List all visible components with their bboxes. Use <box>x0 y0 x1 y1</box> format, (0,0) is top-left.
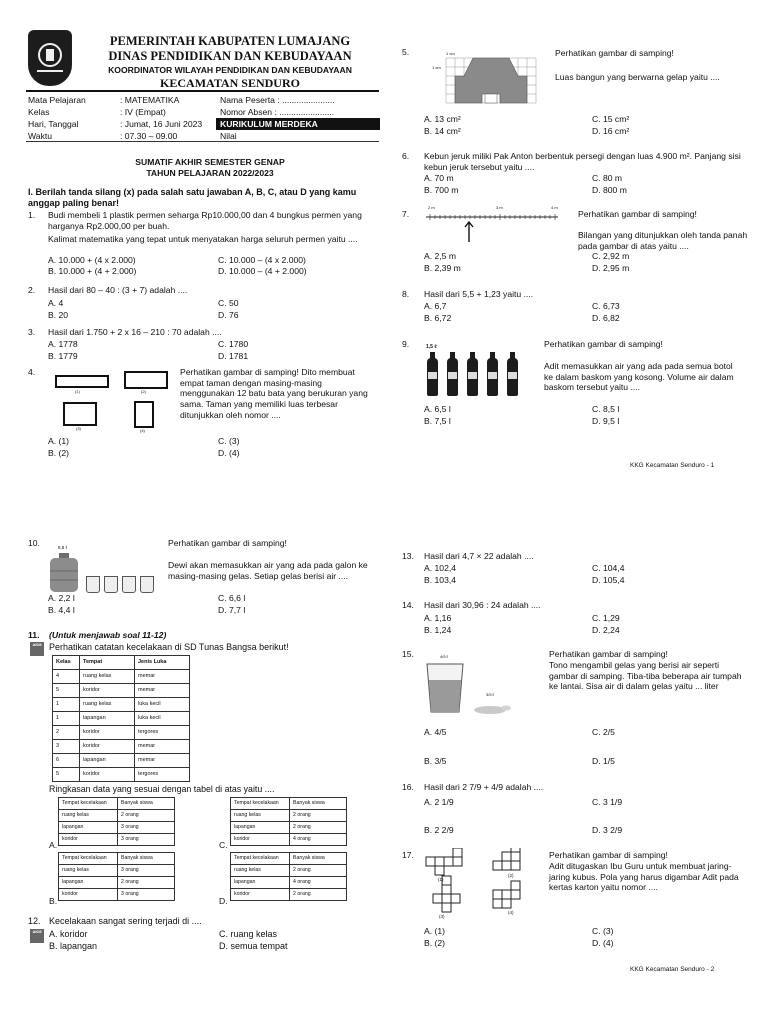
table-cell: memar <box>135 670 190 684</box>
table-row <box>53 754 190 768</box>
q9-number: 9. <box>402 339 410 349</box>
q17-option-a[interactable]: A. (1) <box>424 926 446 936</box>
number-line-figure <box>422 210 562 244</box>
q6-option-a[interactable]: A. 70 m <box>424 173 454 183</box>
q15-text: Perhatikan gambar di samping! <box>549 649 668 659</box>
table-header-cell: Banyak siswa <box>290 853 347 865</box>
q6-text: Kebun jeruk miliki Pak Anton berbentuk persegi dengan luas 4.900 m². Panjang sisi kebun jeruk tersebut yaitu .... <box>424 151 741 172</box>
q4-option-b[interactable]: B. (2) <box>48 448 70 458</box>
table-cell: memar <box>135 754 190 768</box>
table-header-cell: Tempat <box>80 656 135 670</box>
q6-option-c[interactable]: C. 80 m <box>592 173 623 183</box>
table-header-row <box>53 656 190 670</box>
table-header-cell: Banyak siswa <box>118 853 175 865</box>
table-cell: 3 orang <box>118 822 175 834</box>
table-row <box>53 712 190 726</box>
table-cell: luka kecil <box>135 698 190 712</box>
q14-number: 14. <box>402 600 414 610</box>
cube-nets-figure <box>422 848 532 920</box>
table-cell: lapangan <box>231 822 290 834</box>
ruler-label-left: 2 m <box>428 205 435 210</box>
info-hari-label: Hari, Tanggal <box>28 119 79 129</box>
table-header-cell: Tempat kecelakaan <box>231 853 290 865</box>
q7-text: Perhatikan gambar di samping! <box>578 209 697 219</box>
table-header-row <box>59 853 175 865</box>
q8-option-b[interactable]: B. 6,72 <box>424 313 452 323</box>
table-header-row <box>231 798 347 810</box>
q17-number: 17. <box>402 850 414 860</box>
header-line-3: KOORDINATOR WILAYAH PENDIDIKAN DAN KEBUDAYAAN <box>108 65 352 75</box>
q3-option-c[interactable]: C. 1780 <box>218 339 249 349</box>
q1-option-c[interactable]: C. 10.000 – (4 x 2.000) <box>218 255 306 265</box>
table-cell: luka kecil <box>135 712 190 726</box>
exam-year: TAHUN PELAJARAN 2022/2023 <box>146 168 274 178</box>
table-header-row <box>59 798 175 810</box>
q7-number: 7. <box>402 209 410 219</box>
akm-badge-q12: AKM <box>30 929 44 943</box>
table-cell: koridor <box>59 889 118 901</box>
table-row <box>231 889 347 901</box>
q10-number: 10. <box>28 538 40 548</box>
table-cell: memar <box>135 684 190 698</box>
q1-text-2: Kalimat matematika yang tepat untuk menyatakan harga seluruh permen yaitu .... <box>48 234 358 244</box>
q2-option-a[interactable]: A. 4 <box>48 298 64 308</box>
q4-number: 4. <box>28 367 36 377</box>
q13-option-d[interactable]: D. 105,4 <box>592 575 625 585</box>
header-line-1: PEMERINTAH KABUPATEN LUMAJANG <box>109 34 351 48</box>
table-cell: koridor <box>231 834 290 846</box>
galon-volume-label: 8,8 ℓ <box>58 545 67 550</box>
q11-number: 11. <box>28 630 40 640</box>
glass-volume-label: 4/5 ℓ <box>440 654 448 659</box>
table-row <box>231 810 347 822</box>
info-waktu-value: : 07.30 – 09.00 <box>120 131 178 141</box>
table-cell: 3 orang <box>118 889 175 901</box>
q7-option-d[interactable]: D. 2,95 m <box>592 263 630 273</box>
q12-text: Kecelakaan sangat sering terjadi di .... <box>49 916 202 926</box>
info-kelas-label: Kelas <box>28 107 50 117</box>
q5-text: Perhatikan gambar di samping! <box>555 48 674 58</box>
q2-text: Hasil dari 80 – 40 : (3 + 7) adalah .... <box>48 285 188 295</box>
q1-text: Budi membeli 1 plastik permen seharga Rp10.000,00 dan 4 bungkus permen yang harganya Rp2.000,00 per buah. <box>48 210 362 231</box>
page-footer-2: KKG Kecamatan Senduro - 2 <box>630 966 715 973</box>
garden-2-figure <box>124 371 168 389</box>
q13-option-b[interactable]: B. 103,4 <box>424 575 457 585</box>
ruler-label-right: 4 m <box>551 205 558 210</box>
q14-option-b[interactable]: B. 1,24 <box>424 625 452 635</box>
table-cell: 3 orang <box>118 865 175 877</box>
q3-option-b[interactable]: B. 1779 <box>48 351 78 361</box>
instruction: I. Berilah tanda silang (x) pada salah satu jawaban A, B, C, atau D yang kamu anggap paling benar! <box>28 187 357 209</box>
q11-option-c-table[interactable] <box>230 797 347 846</box>
table-row <box>53 698 190 712</box>
table-row <box>231 877 347 889</box>
q11-text: Perhatikan catatan kecelakaan di SD Tunas Bangsa berikut! <box>49 642 289 652</box>
garden-4-figure <box>134 401 154 428</box>
q15-option-d[interactable]: D. 1/5 <box>592 756 615 766</box>
q10-text-2: Dewi akan memasukkan air yang ada pada galon ke masing-masing gelas. Setiap gelas berisi air .... <box>168 560 368 581</box>
q4-text: Perhatikan gambar di samping! Dito membuat empat taman dengan masing-masing menggunakan 12 batu bata yang berukuran yang sama. Taman yang memiliki luas terbesar ditunjukkan oleh nomor .... <box>180 367 368 420</box>
q2-number: 2. <box>28 285 36 295</box>
header-rule <box>26 90 379 92</box>
net-1-label: (1) <box>438 877 444 882</box>
q10-option-b[interactable]: B. 4,4 l <box>48 605 75 615</box>
table-row <box>59 810 175 822</box>
q10-option-a[interactable]: A. 2,2 l <box>48 593 75 603</box>
table-cell: koridor <box>80 740 135 754</box>
table-cell: 5 <box>53 684 80 698</box>
info-nama: Nama Peserta : ...................... <box>220 95 335 105</box>
table-header-cell: Tempat kecelakaan <box>59 798 118 810</box>
table-cell: ruang kelas <box>80 698 135 712</box>
table-cell: 4 <box>53 670 80 684</box>
table-cell: 2 <box>53 726 80 740</box>
table-row <box>53 740 190 754</box>
info-mapel-label: Mata Pelajaran <box>28 95 86 105</box>
q15-text-2: Tono mengambil gelas yang berisi air seperti gambar di samping. Tiba-tiba beberapa air tumpah ke lantai. Sisa air di dalam gelas yaitu ... liter <box>549 660 742 692</box>
regency-logo <box>28 30 72 86</box>
table-cell: 2 orang <box>290 822 347 834</box>
q16-number: 16. <box>402 782 414 792</box>
q12-option-d[interactable]: D. semua tempat <box>219 941 288 951</box>
q5-option-b[interactable]: B. 14 cm² <box>424 126 461 136</box>
table-cell: ruang kelas <box>231 865 290 877</box>
q17-text-2: Adit ditugaskan Ibu Guru untuk membuat jaring-jaring kubus. Pola yang harus digambar Adit pada kertas karton yaitu nomor .... <box>549 861 739 893</box>
q17-option-b[interactable]: B. (2) <box>424 938 446 948</box>
q1-option-d[interactable]: D. 10.000 – (4 + 2.000) <box>218 266 307 276</box>
table-cell: ruang kelas <box>59 810 118 822</box>
shield-emblem-icon <box>29 31 71 85</box>
net-3-label: (3) <box>439 914 445 919</box>
table-cell: ruang kelas <box>59 865 118 877</box>
q17-option-c[interactable]: C. (3) <box>592 926 614 936</box>
table-cell: koridor <box>80 768 135 782</box>
garden-3-label: (3) <box>76 426 81 431</box>
q12-option-b[interactable]: B. lapangan <box>49 941 98 951</box>
bottle-2-icon <box>447 358 458 396</box>
bottle-3-icon <box>467 358 478 396</box>
glass-2-icon <box>104 576 118 593</box>
garden-4-label: (4) <box>140 428 145 433</box>
q4-option-d[interactable]: D. (4) <box>218 448 240 458</box>
table-row <box>53 684 190 698</box>
q9-option-b[interactable]: B. 7,5 l <box>424 416 451 426</box>
q11-option-d[interactable]: D. <box>219 896 228 906</box>
q12-number: 12. <box>28 916 41 926</box>
table-cell: 1 <box>53 698 80 712</box>
table-header-cell: Kelas <box>53 656 80 670</box>
q11-option-a[interactable]: A. <box>49 840 58 850</box>
table-cell: ruang kelas <box>80 670 135 684</box>
q11-option-a-table[interactable] <box>58 797 175 846</box>
table-cell: 4 orang <box>290 834 347 846</box>
q10-option-c[interactable]: C. 6,6 l <box>218 593 246 603</box>
q9-option-d[interactable]: D. 9,5 l <box>592 416 620 426</box>
table-cell: koridor <box>80 684 135 698</box>
q5-unit-side: 1 cm <box>432 65 441 70</box>
info-mapel-value: : MATEMATIKA <box>120 95 180 105</box>
q16-option-c[interactable]: C. 3 1/9 <box>592 797 623 807</box>
table-header-cell: Tempat kecelakaan <box>59 853 118 865</box>
table-cell: ruang kelas <box>231 810 290 822</box>
q16-text: Hasil dari 2 7/9 + 4/9 adalah .... <box>424 782 544 792</box>
q4-option-a[interactable]: A. (1) <box>48 436 70 446</box>
q11-option-c[interactable]: C. <box>219 840 228 850</box>
q9-text: Perhatikan gambar di samping! <box>544 339 663 349</box>
water-glass-icon <box>425 662 465 714</box>
q16-option-a[interactable]: A. 2 1/9 <box>424 797 454 807</box>
table-header-cell: Banyak siswa <box>118 798 175 810</box>
q1-option-b[interactable]: B. 10.000 + (4 + 2.000) <box>48 266 137 276</box>
q2-option-c[interactable]: C. 50 <box>218 298 239 308</box>
table-row <box>59 865 175 877</box>
q14-text: Hasil dari 30,96 : 24 adalah .... <box>424 600 541 610</box>
q14-option-a[interactable]: A. 1,16 <box>424 613 452 623</box>
table-row <box>231 834 347 846</box>
q10-option-d[interactable]: D. 7,7 l <box>218 605 246 615</box>
q13-option-c[interactable]: C. 104,4 <box>592 563 625 573</box>
table-cell: lapangan <box>231 877 290 889</box>
q12-option-a[interactable]: A. koridor <box>49 929 88 939</box>
q9-option-a[interactable]: A. 6,5 l <box>424 404 451 414</box>
q16-option-d[interactable]: D. 3 2/9 <box>592 825 623 835</box>
bottle-4-icon <box>487 358 498 396</box>
garden-2-label: (2) <box>141 389 146 394</box>
bottle-volume-label: 1,5 ℓ <box>426 344 437 350</box>
q11-option-b-table[interactable] <box>58 852 175 901</box>
q11-option-d-table[interactable] <box>230 852 347 901</box>
q13-option-a[interactable]: A. 102,4 <box>424 563 457 573</box>
table-row <box>53 670 190 684</box>
q4-option-c[interactable]: C. (3) <box>218 436 240 446</box>
glass-4-icon <box>140 576 154 593</box>
table-header-cell: Banyak siswa <box>290 798 347 810</box>
dark-shape-grid-figure <box>432 50 538 110</box>
q8-text: Hasil dari 5,5 + 1,23 yaitu .... <box>424 289 534 299</box>
q5-option-c[interactable]: C. 15 cm² <box>592 114 630 124</box>
q14-option-d[interactable]: D. 2,24 <box>592 625 620 635</box>
water-galon-icon <box>48 553 80 593</box>
q3-text: Hasil dari 1.750 + 2 x 16 – 210 : 70 adalah .... <box>48 327 222 337</box>
q2-option-b[interactable]: B. 20 <box>48 310 69 320</box>
table-cell: 2 orang <box>290 889 347 901</box>
glass-1-icon <box>86 576 100 593</box>
table-row <box>59 889 175 901</box>
q8-option-a[interactable]: A. 6,7 <box>424 301 447 311</box>
table-cell: tergores <box>135 726 190 740</box>
q9-option-c[interactable]: C. 8,5 l <box>592 404 620 414</box>
table-cell: 2 orang <box>118 810 175 822</box>
header-line-4: KECAMATAN SENDURO <box>160 76 300 90</box>
table-cell: lapangan <box>80 712 135 726</box>
q17-text: Perhatikan gambar di samping! <box>549 850 668 860</box>
table-cell: lapangan <box>80 754 135 768</box>
garden-3-figure <box>63 402 97 426</box>
table-cell: 2 orang <box>118 877 175 889</box>
table-cell: koridor <box>59 834 118 846</box>
q3-number: 3. <box>28 327 36 337</box>
net-2-label: (2) <box>508 873 514 878</box>
q8-number: 8. <box>402 289 410 299</box>
table-cell: 2 orang <box>290 810 347 822</box>
q5-unit-top: 1 cm <box>446 51 455 56</box>
q7-option-c[interactable]: C. 2,92 m <box>592 251 630 261</box>
q6-option-b[interactable]: B. 700 m <box>424 185 459 195</box>
q11-question: Ringkasan data yang sesuai dengan tabel di atas yaitu .... <box>49 784 275 794</box>
kurikulum-badge: KURIKULUM MERDEKA <box>216 118 380 130</box>
akm-badge: AKM <box>30 642 44 656</box>
table-row <box>59 877 175 889</box>
q15-number: 15. <box>402 649 414 659</box>
q6-option-d[interactable]: D. 800 m <box>592 185 627 195</box>
q11-option-b[interactable]: B. <box>49 896 58 906</box>
table-cell: koridor <box>80 726 135 740</box>
q2-option-d[interactable]: D. 76 <box>218 310 239 320</box>
q1-number: 1. <box>28 210 36 220</box>
table-cell: 2 orang <box>290 865 347 877</box>
q8-option-d[interactable]: D. 6,82 <box>592 313 620 323</box>
bottle-1-icon <box>427 358 438 396</box>
q13-number: 13. <box>402 551 414 561</box>
info-absen: Nomor Absen : ....................... <box>220 107 335 117</box>
q5-option-a[interactable]: A. 13 cm² <box>424 114 461 124</box>
table-header-row <box>231 853 347 865</box>
table-cell: 3 <box>53 740 80 754</box>
table-cell: lapangan <box>59 822 118 834</box>
q17-option-d[interactable]: D. (4) <box>592 938 614 948</box>
info-waktu-label: Waktu <box>28 131 53 141</box>
table-row <box>59 822 175 834</box>
q3-option-a[interactable]: A. 1778 <box>48 339 78 349</box>
table-cell: 5 <box>53 768 80 782</box>
header-line-2: DINAS PENDIDIKAN DAN KEBUDAYAAN <box>108 49 352 63</box>
info-hari-value: : Jumat, 16 Juni 2023 <box>120 119 203 129</box>
table-cell: koridor <box>231 889 290 901</box>
q7-text-2: Bilangan yang ditunjukkan oleh tanda panah pada gambar di atas yaitu .... <box>578 230 748 251</box>
q3-option-d[interactable]: D. 1781 <box>218 351 249 361</box>
garden-1-label: (1) <box>75 389 80 394</box>
q15-option-b[interactable]: B. 3/5 <box>424 756 447 766</box>
q14-option-c[interactable]: C. 1,29 <box>592 613 620 623</box>
accident-table <box>52 655 190 782</box>
glass-3-icon <box>122 576 136 593</box>
garden-1-figure <box>55 375 109 388</box>
q15-option-a[interactable]: A. 4/5 <box>424 727 447 737</box>
ruler-label-mid: 3 m <box>496 205 503 210</box>
table-cell: 1 <box>53 712 80 726</box>
table-cell: lapangan <box>59 877 118 889</box>
table-cell: 4 orang <box>290 877 347 889</box>
page-footer-1: KKG Kecamatan Senduro - 1 <box>630 462 715 469</box>
net-4-label: (4) <box>508 910 514 915</box>
exam-title: SUMATIF AKHIR SEMESTER GENAP <box>135 157 285 167</box>
table-row <box>231 822 347 834</box>
q5-option-d[interactable]: D. 16 cm² <box>592 126 630 136</box>
info-nilai: Nilai <box>220 131 237 141</box>
q5-text-2: Luas bangun yang berwarna gelap yaitu .... <box>555 72 720 82</box>
q9-text-2: Adit memasukkan air yang ada pada semua botol ke dalam baskom yang kosong. Volume air dalam baskom tersebut yaitu .... <box>544 361 734 393</box>
q7-option-b[interactable]: B. 2,39 m <box>424 263 461 273</box>
table-row <box>53 726 190 740</box>
q6-number: 6. <box>402 151 410 161</box>
q12-option-c[interactable]: C. ruang kelas <box>219 929 278 939</box>
bottle-5-icon <box>507 358 518 396</box>
q5-number: 5. <box>402 47 410 57</box>
water-spill-icon <box>470 702 514 716</box>
table-row <box>59 834 175 846</box>
q10-text: Perhatikan gambar di samping! <box>168 538 287 548</box>
spill-volume-label: 3/5 ℓ <box>486 692 494 697</box>
q7-option-a[interactable]: A. 2,5 m <box>424 251 456 261</box>
table-cell: 6 <box>53 754 80 768</box>
info-kelas-value: : IV (Empat) <box>120 107 166 117</box>
table-header-cell: Jenis Luka <box>135 656 190 670</box>
table-cell: tergores <box>135 768 190 782</box>
table-cell: 3 orang <box>118 834 175 846</box>
table-cell: memar <box>135 740 190 754</box>
table-row <box>231 865 347 877</box>
q1-option-a[interactable]: A. 10.000 + (4 x 2.000) <box>48 255 136 265</box>
info-rule <box>26 141 379 142</box>
q13-text: Hasil dari 4,7 × 22 adalah .... <box>424 551 534 561</box>
q8-option-c[interactable]: C. 6,73 <box>592 301 620 311</box>
table-row <box>53 768 190 782</box>
q16-option-b[interactable]: B. 2 2/9 <box>424 825 454 835</box>
q15-option-c[interactable]: C. 2/5 <box>592 727 615 737</box>
table-header-cell: Tempat kecelakaan <box>231 798 290 810</box>
q11-intro: (Untuk menjawab soal 11-12) <box>49 630 167 640</box>
